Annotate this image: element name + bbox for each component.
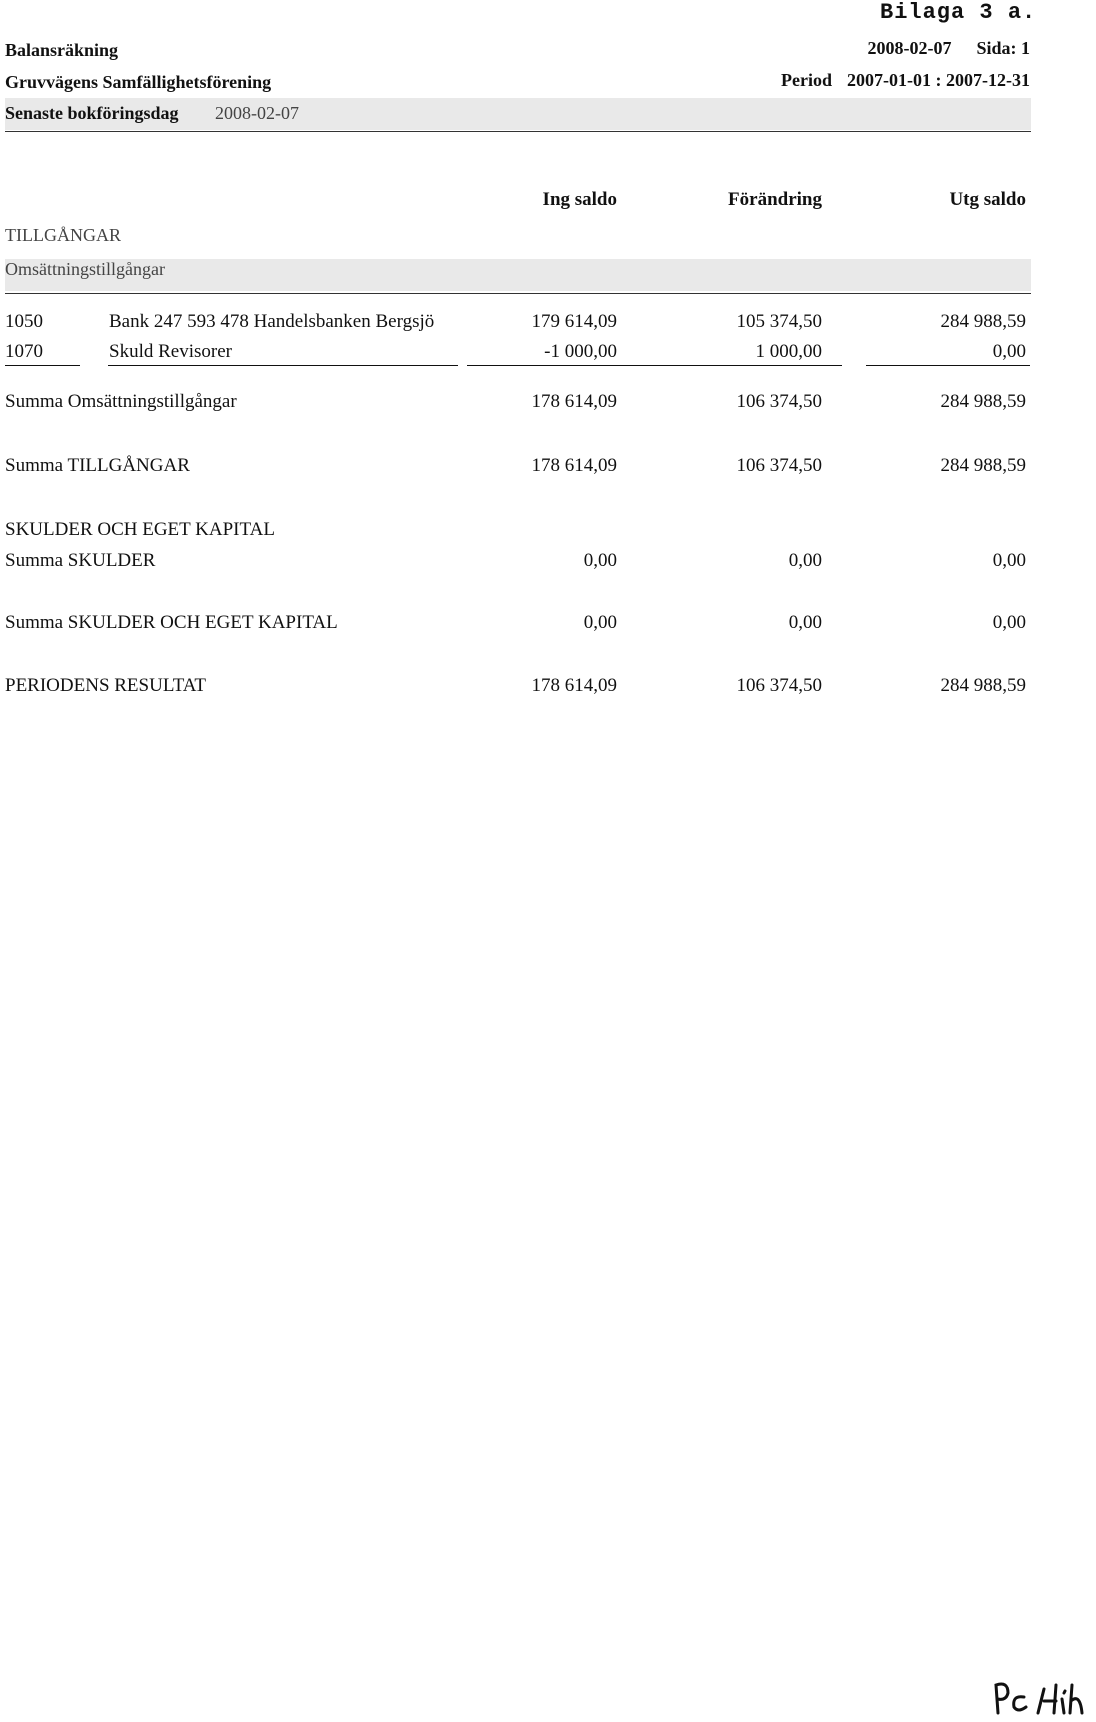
closing-balance: 284 988,59 bbox=[940, 391, 1026, 412]
print-info bbox=[867, 38, 1030, 59]
column-header-closing: Utg saldo bbox=[949, 189, 1026, 210]
period-result-row bbox=[5, 675, 1031, 701]
closing-balance: 0,00 bbox=[992, 341, 1026, 362]
current-assets-subheading: Omsättningstillgångar bbox=[5, 259, 165, 279]
account-row-1070 bbox=[5, 341, 1031, 367]
header-divider bbox=[5, 131, 1031, 132]
closing-balance: 0,00 bbox=[992, 612, 1026, 633]
row-label: Summa SKULDER bbox=[5, 550, 156, 571]
period-label: Period bbox=[781, 70, 833, 90]
print-date: 2008-02-07 bbox=[867, 38, 952, 58]
opening-balance: -1 000,00 bbox=[544, 341, 617, 362]
subtotal-underline bbox=[5, 365, 80, 366]
change-amount: 1 000,00 bbox=[755, 341, 822, 362]
account-name: Bank 247 593 478 Handelsbanken Bergsjö bbox=[109, 311, 435, 332]
subtotal-underline bbox=[866, 365, 1030, 366]
row-label: Summa TILLGÅNGAR bbox=[5, 455, 190, 476]
assets-total-row bbox=[5, 455, 1031, 481]
liabilities-total-row bbox=[5, 612, 1031, 638]
debts-total-row bbox=[5, 550, 1031, 576]
change-amount: 0,00 bbox=[788, 550, 822, 571]
assets-heading: TILLGÅNGAR bbox=[5, 225, 121, 245]
change-amount: 106 374,50 bbox=[736, 391, 822, 412]
opening-balance: 0,00 bbox=[583, 612, 617, 633]
opening-balance: 178 614,09 bbox=[531, 675, 617, 696]
account-row-1050 bbox=[5, 311, 1031, 337]
last-booking-label: Senaste bokföringsdag bbox=[5, 103, 179, 123]
row-label: Summa SKULDER OCH EGET KAPITAL bbox=[5, 612, 338, 633]
closing-balance: 284 988,59 bbox=[940, 455, 1026, 476]
column-header-change: Förändring bbox=[728, 189, 822, 210]
account-number: 1050 bbox=[5, 311, 43, 332]
handwritten-signature bbox=[990, 1655, 1090, 1719]
closing-balance: 0,00 bbox=[992, 550, 1026, 571]
closing-balance: 284 988,59 bbox=[940, 675, 1026, 696]
page-label: Sida: bbox=[976, 38, 1017, 58]
period-info bbox=[781, 70, 1030, 91]
organization-name: Gruvvägens Samfällighetsförening bbox=[5, 72, 272, 92]
current-assets-total-row bbox=[5, 391, 1031, 417]
account-name: Skuld Revisorer bbox=[109, 341, 232, 362]
change-amount: 106 374,50 bbox=[736, 455, 822, 476]
last-booking-date: 2008-02-07 bbox=[215, 103, 299, 123]
opening-balance: 178 614,09 bbox=[531, 391, 617, 412]
opening-balance: 178 614,09 bbox=[531, 455, 617, 476]
change-amount: 106 374,50 bbox=[736, 675, 822, 696]
period-range: 2007-01-01 : 2007-12-31 bbox=[847, 70, 1030, 90]
opening-balance: 179 614,09 bbox=[531, 311, 617, 332]
subtotal-underline bbox=[467, 365, 842, 366]
row-label: Summa Omsättningstillgångar bbox=[5, 391, 237, 412]
attachment-note: Bilaga 3 a. bbox=[880, 0, 1037, 25]
subheading-divider bbox=[5, 293, 1031, 294]
liabilities-heading: SKULDER OCH EGET KAPITAL bbox=[5, 519, 275, 540]
row-label: PERIODENS RESULTAT bbox=[5, 675, 206, 696]
change-amount: 0,00 bbox=[788, 612, 822, 633]
report-title: Balansräkning bbox=[5, 40, 119, 60]
change-amount: 105 374,50 bbox=[736, 311, 822, 332]
closing-balance: 284 988,59 bbox=[940, 311, 1026, 332]
page-number: 1 bbox=[1021, 38, 1030, 58]
column-header-opening: Ing saldo bbox=[542, 189, 617, 210]
opening-balance: 0,00 bbox=[583, 550, 617, 571]
account-number: 1070 bbox=[5, 341, 43, 362]
subtotal-underline bbox=[108, 365, 458, 366]
